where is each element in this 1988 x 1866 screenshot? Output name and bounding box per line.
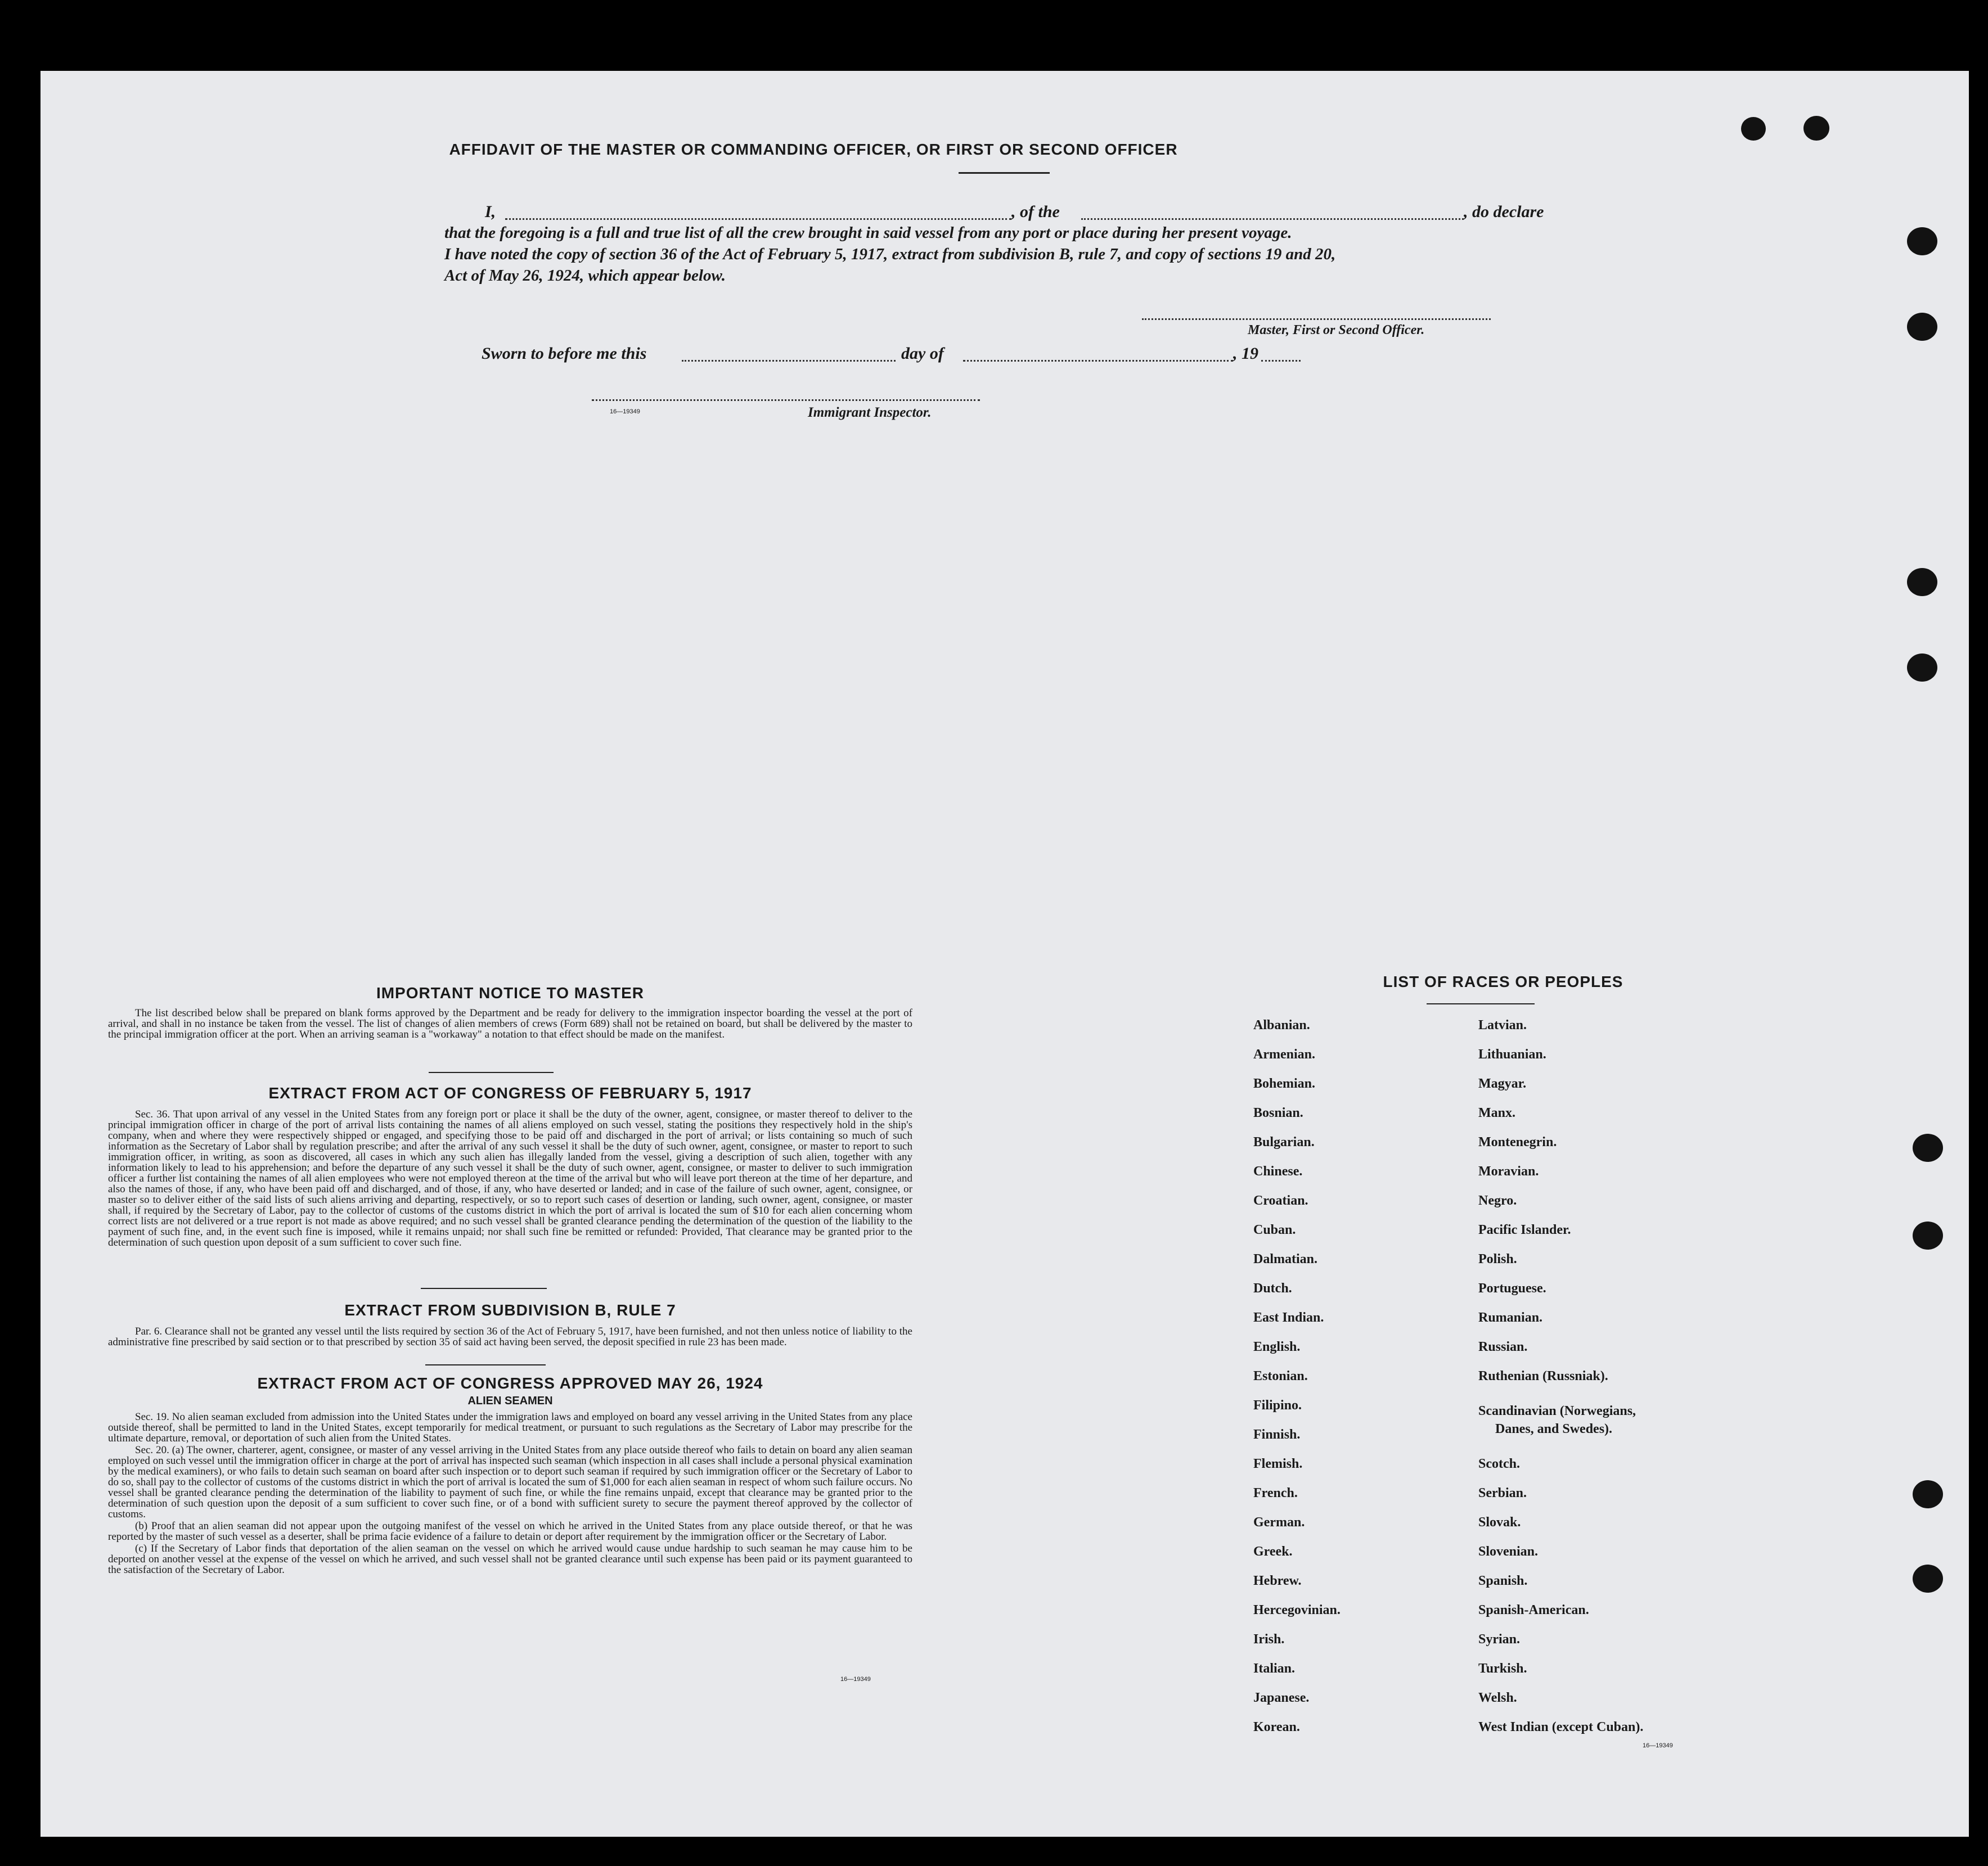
race-left: Armenian. [1253, 1047, 1315, 1062]
sworn-year-field[interactable] [1261, 360, 1301, 362]
notice-body [108, 1008, 912, 1041]
races-form-number: 16—19349 [1643, 1742, 1673, 1749]
day-of-label: day of [901, 344, 944, 363]
vessel-field[interactable] [1081, 218, 1464, 220]
race-right: Montenegrin. [1478, 1135, 1557, 1150]
affidavit-i: I, [485, 202, 496, 221]
race-right: Moravian. [1478, 1164, 1539, 1179]
affidavit-title: AFFIDAVIT OF THE MASTER OR COMMANDING OFFICER, OR FIRST OR SECOND OFFICER [449, 141, 1178, 158]
race-left: Croatian. [1253, 1193, 1308, 1208]
punch-hole [1803, 116, 1829, 141]
race-right: Russian. [1478, 1340, 1528, 1354]
notice-rule [429, 1072, 554, 1073]
race-left: English. [1253, 1340, 1301, 1354]
affidavit-line3: I have noted the copy of section 36 of the Act of February 5, 1917, extract from subdivision B, rule 7, and copy of sections 19 and 20, [444, 245, 1336, 263]
affidavit-of-the: , of the [1011, 202, 1060, 221]
sworn-month-field[interactable] [963, 360, 1233, 362]
race-right: Scotch. [1478, 1457, 1520, 1471]
race-left: Hebrew. [1253, 1574, 1302, 1588]
race-right: Portuguese. [1478, 1281, 1546, 1296]
punch-hole [1741, 117, 1766, 141]
race-right: Slovak. [1478, 1515, 1521, 1530]
officer-signature-label: Master, First or Second Officer. [1248, 323, 1425, 337]
race-left: Greek. [1253, 1544, 1293, 1559]
sec-20c-text: (c) If the Secretary of Labor finds that deportation of the alien seaman on the vessel on which he arrived would cause undue hardship to such seaman he may cause him to be deported on another vessel at the expense of the vessel on which he arrived, and such vessel shall not be granted clearance until such expense has been paid or its payment guaranteed to the satisfaction of the Secretary of Labor. [108, 1543, 912, 1576]
races-title: LIST OF RACES OR PEOPLES [1383, 973, 1623, 990]
punch-hole [1907, 568, 1937, 596]
race-left: Albanian. [1253, 1018, 1310, 1033]
race-right: Spanish-American. [1478, 1603, 1589, 1617]
race-right: Pacific Islander. [1478, 1223, 1571, 1237]
race-left: Dalmatian. [1253, 1252, 1317, 1266]
extract-1924-body [108, 1412, 912, 1576]
notice-title: IMPORTANT NOTICE TO MASTER [376, 984, 645, 1002]
name-field[interactable] [505, 218, 1011, 220]
race-left: Filipino. [1253, 1398, 1302, 1413]
punch-hole [1907, 227, 1937, 255]
race-right: West Indian (except Cuban). [1478, 1720, 1644, 1734]
race-left: Estonian. [1253, 1369, 1308, 1383]
sworn-day-field[interactable] [682, 360, 896, 362]
race-left: Finnish. [1253, 1427, 1301, 1442]
race-right: Turkish. [1478, 1661, 1527, 1676]
race-left: Chinese. [1253, 1164, 1303, 1179]
race-right: Manx. [1478, 1106, 1515, 1120]
rule7-body [108, 1326, 912, 1349]
race-right: Rumanian. [1478, 1310, 1543, 1325]
punch-hole [1913, 1480, 1943, 1508]
year-label: , 19 [1233, 344, 1258, 363]
race-right: Syrian. [1478, 1632, 1521, 1647]
race-left: Japanese. [1253, 1691, 1310, 1705]
race-left: French. [1253, 1486, 1298, 1500]
punch-hole [1913, 1565, 1943, 1593]
punch-hole [1907, 313, 1937, 341]
race-right: Ruthenian (Russniak). [1478, 1369, 1608, 1383]
extract-1924-title: EXTRACT FROM ACT OF CONGRESS APPROVED MAY 26, 1924 [257, 1374, 763, 1392]
race-right: Welsh. [1478, 1691, 1517, 1705]
affidavit-do-declare: , do declare [1464, 202, 1544, 221]
punch-hole [1913, 1222, 1943, 1250]
sec-19-text: Sec. 19. No alien seaman excluded from admission into the United States under the immigration laws and employed on board any vessel arriving in the United States from any place outside thereof, shall be permitted to land in the United States, except temporarily for medical treatment, or pursuant to such regulations as the Secretary of Labor may prescribe for the ultimate departure, removal, or deportation of such alien from the United States. [108, 1411, 912, 1444]
affidavit-line2: that the foregoing is a full and true list of all the crew brought in said vessel from any port or place during her present voyage. [444, 224, 1292, 242]
rule-1917 [421, 1288, 547, 1289]
inspector-signature-label: Immigrant Inspector. [808, 405, 932, 420]
alien-seamen-subtitle: ALIEN SEAMEN [467, 1395, 553, 1407]
rule-rule7 [425, 1364, 546, 1365]
race-left: Bohemian. [1253, 1076, 1316, 1091]
sec-20a-text: Sec. 20. (a) The owner, charterer, agent, consignee, or master of any vessel arriving in the United States from any place outside thereof who fails to detain on board any alien seaman employed on such vessel until the immigration officer in charge at the port of arrival has inspected such seaman (which inspection in all cases shall include a personal physical examination by the medical examiners), or who fails to detain such seaman on board after such inspection or to deport such seaman if required by such immigration officer or the Secretary of Labor to do so, shall pay to the collector of customs of the customs district in which the port of arrival is located the sum of $1,000 for each alien seaman in respect of whom such failure occurs. No vessel shall be granted clearance pending the determination of the liability to payment of such fine, or while the fine remains unpaid, except that clearance may be granted prior to the determination of such question upon the deposit of a sum sufficient to cover such fine, or of a bond with sufficient surety to secure the payment thereof approved by the collector of customs. [108, 1444, 912, 1520]
form-sheet [41, 71, 1969, 1837]
extract-form-number: 16—19349 [840, 1676, 871, 1683]
race-right: Magyar. [1478, 1076, 1527, 1091]
races-rule [1427, 1003, 1535, 1004]
affidavit-line4: Act of May 26, 1924, which appear below. [444, 267, 726, 285]
race-right: Lithuanian. [1478, 1047, 1546, 1062]
race-left: Bulgarian. [1253, 1135, 1315, 1150]
race-right: Slovenian. [1478, 1544, 1539, 1559]
race-left: Irish. [1253, 1632, 1285, 1647]
race-right-cont: Danes, and Swedes). [1495, 1422, 1613, 1436]
race-left: German. [1253, 1515, 1305, 1530]
race-right: Spanish. [1478, 1574, 1528, 1588]
extract-1917-body [108, 1109, 912, 1249]
race-right: Serbian. [1478, 1486, 1527, 1500]
race-left: Hercegovinian. [1253, 1603, 1341, 1617]
race-left: Dutch. [1253, 1281, 1292, 1296]
race-left: Cuban. [1253, 1223, 1296, 1237]
form-number: 16—19349 [610, 408, 640, 415]
inspector-signature-line[interactable] [592, 399, 980, 401]
sec-36-text: Sec. 36. That upon arrival of any vessel in the United States from any foreign port or place it shall be the duty of the owner, agent, consignee, or master thereof to deliver to the principal immigration officer in charge of the port of arrival lists containing the names of all aliens employed on such vessel, stating the positions they respectively hold in the ship's company, when and where they were respectively shipped or engaged, and specifying those to be paid off and discharged in the port of arrival; or lists containing so much of such information as the Secretary of Labor shall by regulation prescribe; and after the arrival of any such vessel it shall be the duty of such owner, agent, consignee, or master to report to such immigration officer, in writing, as soon as discovered, all cases in which any such alien has illegally landed from the vessel, giving a description of such alien, together with any information likely to lead to his apprehension; and before the departure of any such vessel it shall be the duty of such owner, agent, consignee, or master to deliver to such immigration officer a further list containing the names of all alien employees who were not employed thereon at the time of the arrival but who will leave port thereon at the time of her departure, and also the names of those, if any, who have been paid off and discharged, and of those, if any, who have deserted or landed; and in case of the failure of such owner, agent, consignee, or master so to deliver either of the said lists of such aliens arriving and departing, respectively, or so to report such cases of desertion or landing, such owner, agent, consignee, or master shall, if required by the Secretary of Labor, pay to the collector of customs of the customs district in which the port of arrival is located the sum of $10 for each alien concerning whom correct lists are not delivered or a true report is not made as above required; and no such vessel shall be granted clearance pending the determination of the question of the liability to the payment of such fine, and, in the event such fine is imposed, while it remains unpaid; nor shall such fine be remitted or refunded: Provided, That clearance may be granted prior to the determination of such question upon deposit of a sum sufficient to cover such fine. [108, 1108, 912, 1248]
race-left: East Indian. [1253, 1310, 1324, 1325]
par-6-text: Par. 6. Clearance shall not be granted any vessel until the lists required by section 36 of the Act of February 5, 1917, have been furnished, and not then unless notice of liability to the administrative fine prescribed by said section or to that prescribed by section 35 of said act having been served, the deposit specified in rule 23 has been made. [108, 1326, 912, 1348]
officer-signature-line[interactable] [1142, 318, 1491, 320]
punch-hole [1913, 1134, 1943, 1162]
race-left: Italian. [1253, 1661, 1296, 1676]
race-right: Latvian. [1478, 1018, 1527, 1033]
sec-20b-text: (b) Proof that an alien seaman did not appear upon the outgoing manifest of the vessel on which he arrived in the United States from any place outside thereof, or that he was reported by the master of such vessel as a deserter, shall be prima facie evidence of a failure to detain or deport after requirement by the immigration officer or the Secretary of Labor. [108, 1520, 912, 1543]
extract-1917-title: EXTRACT FROM ACT OF CONGRESS OF FEBRUARY 5, 1917 [268, 1084, 752, 1102]
punch-hole [1907, 653, 1937, 682]
race-right: Polish. [1478, 1252, 1517, 1266]
race-left: Bosnian. [1253, 1106, 1303, 1120]
race-left: Flemish. [1253, 1457, 1303, 1471]
rule7-title: EXTRACT FROM SUBDIVISION B, RULE 7 [344, 1301, 676, 1319]
race-right: Negro. [1478, 1193, 1517, 1208]
race-left: Korean. [1253, 1720, 1300, 1734]
sworn-label: Sworn to before me this [482, 344, 647, 363]
title-rule [959, 172, 1050, 174]
race-right: Scandinavian (Norwegians, [1478, 1404, 1636, 1418]
notice-text: The list described below shall be prepared on blank forms approved by the Department and be ready for delivery to the immigration inspector boarding the vessel at the port of arrival, and shall in no instance be taken from the vessel. The list of changes of alien members of crews (Form 689) shall not be retained on board, but shall be delivered by the master to the principal immigration officer at the port. When an arriving seaman is a "workaway" a notation to that effect should be made on the manifest. [108, 1007, 912, 1040]
